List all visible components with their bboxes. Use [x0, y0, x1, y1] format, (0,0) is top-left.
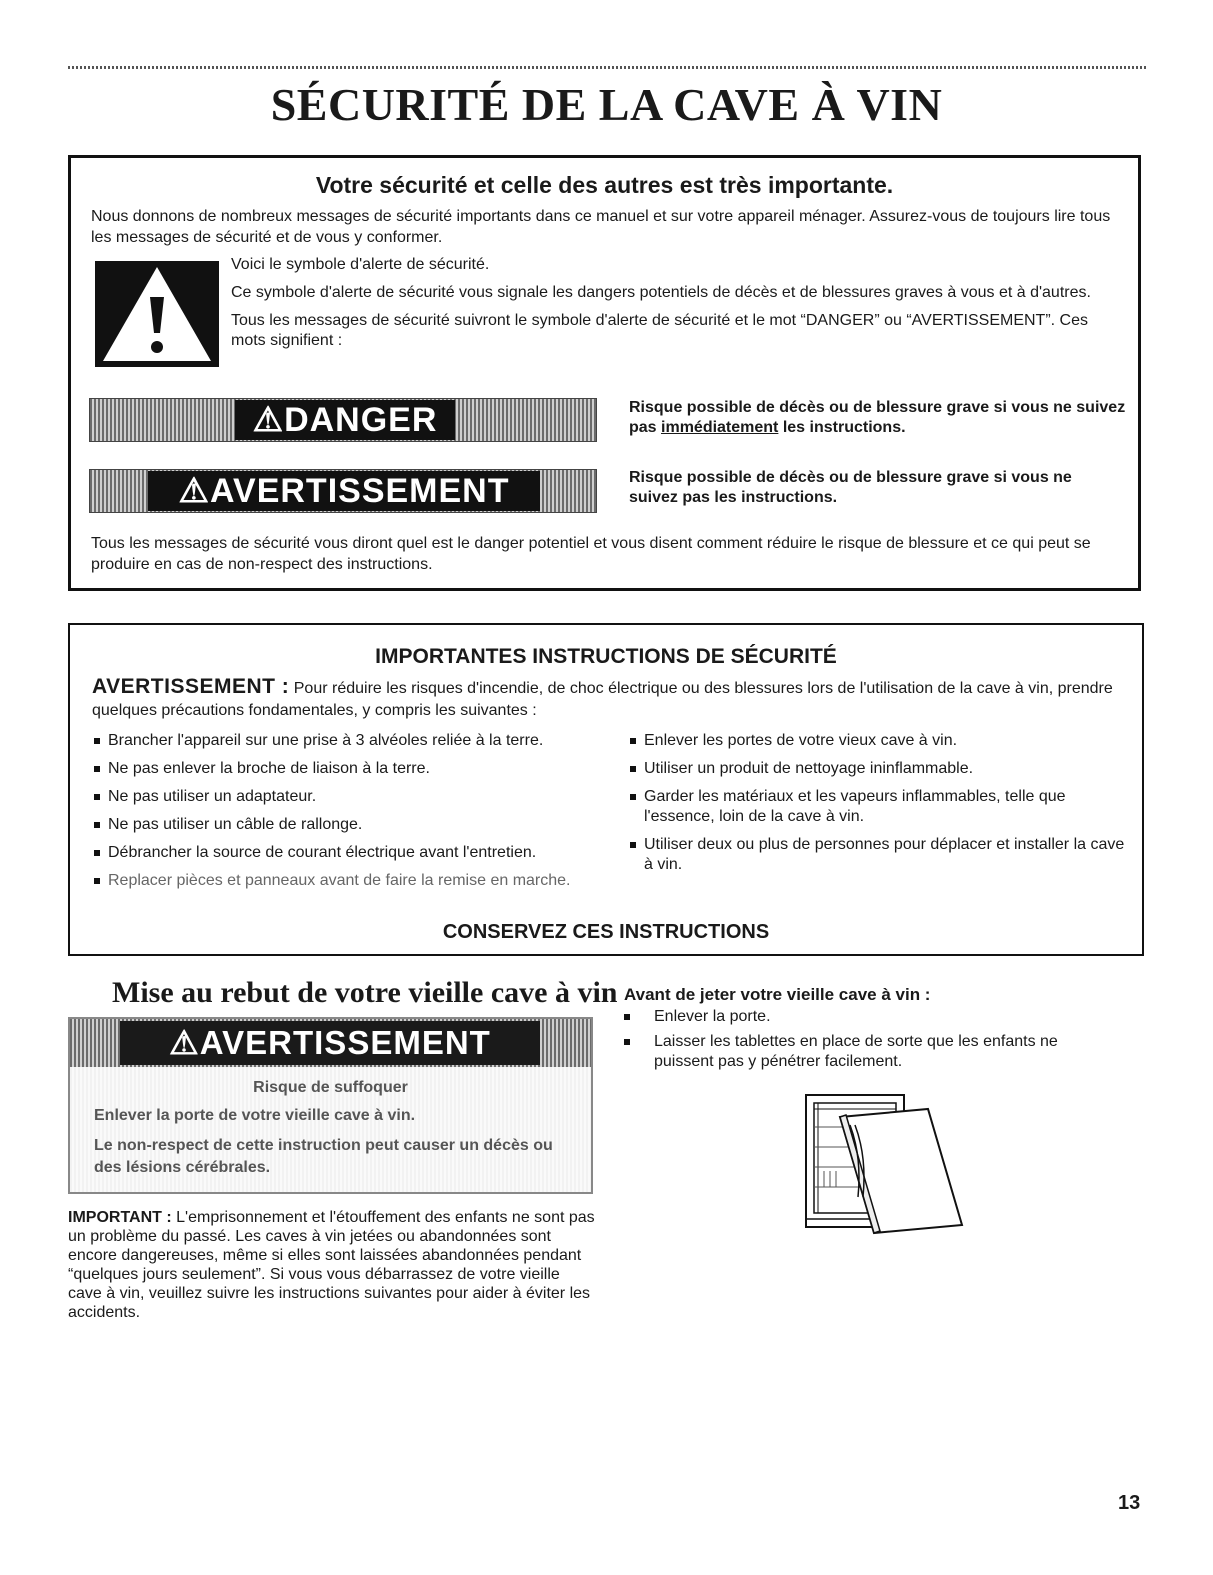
signal-words-intro: Tous les messages de sécurité suivront le symbole d'alerte de sécurité et le mot “DANGER” ou “AVERTISSEMENT”. Ces mots signifient : — [231, 312, 1088, 349]
suffocation-warning-box — [68, 1017, 593, 1194]
list-item: Enlever les portes de votre vieux cave à vin. — [628, 731, 1128, 751]
lead-keyword: AVERTISSEMENT : — [92, 675, 290, 698]
safety-alert-triangle-icon — [95, 261, 219, 367]
risk-text: Risque de suffoquer — [253, 1079, 408, 1096]
list-item: Utiliser deux ou plus de personnes pour déplacer et installer la cave à vin. — [628, 835, 1128, 875]
disposal-title: Mise au rebut de votre vieille cave à vin — [112, 976, 618, 1009]
warning-label: AVERTISSEMENT — [209, 472, 510, 510]
danger-banner — [89, 398, 597, 442]
list-item: Replacer pièces et panneaux avant de faire la remise en marche. — [92, 871, 582, 891]
safety-intro-box — [68, 155, 1141, 591]
warning-triangle-icon: ⚠ — [169, 1024, 200, 1061]
instructions-right-list — [628, 731, 1128, 883]
safety-intro-text: Nous donnons de nombreux messages de sécurité importants dans ce manuel et sur votre appareil ménager. Assurez-vous de toujours lire tous les messages de sécurité et de vous y conformer. — [91, 208, 1111, 246]
warning-triangle-icon: ⚠ — [252, 401, 285, 439]
top-dotted-rule — [68, 66, 1148, 69]
instructions-heading: IMPORTANTES INSTRUCTIONS DE SÉCURITÉ — [375, 645, 837, 668]
symbol-meaning: Ce symbole d'alerte de sécurité vous signale les dangers potentiels de décès et de blessures graves à vous et à d'autres. — [231, 284, 1091, 301]
before-disposal-title: Avant de jeter votre vieille cave à vin : — [624, 985, 931, 1004]
danger-emphasis: immédiatement — [661, 419, 779, 436]
list-item: Garder les matériaux et les vapeurs inflammables, telle que l'essence, loin de la cave à vin. — [628, 787, 1128, 827]
warning-banner — [89, 469, 597, 513]
list-item: Utiliser un produit de nettoyage ininflammable. — [628, 759, 1128, 779]
danger-description: Risque possible de décès ou de blessure grave si vous ne suivez pas immédiatement les instructions. — [629, 399, 1126, 436]
list-item: Débrancher la source de courant électrique avant l'entretien. — [92, 843, 582, 863]
safety-closing-text: Tous les messages de sécurité vous diront quel est le danger potentiel et vous disent comment réduire le risque de blessure et ce qui peut se produire en cas de non-respect des instructions. — [91, 535, 1091, 573]
list-item: Ne pas enlever la broche de liaison à la terre. — [92, 759, 582, 779]
consequence-text: Le non-respect de cette instruction peut causer un décès ou des lésions cérébrales. — [94, 1137, 553, 1176]
disposal-steps — [624, 1007, 1114, 1077]
safety-heading: Votre sécurité et celle des autres est très importante. — [315, 172, 894, 198]
list-item: Laisser les tablettes en place de sorte que les enfants ne puissent pas y pénétrer facilement. — [624, 1032, 1114, 1072]
warning-description: Risque possible de décès ou de blessure grave si vous ne suivez pas les instructions. — [629, 469, 1072, 506]
alert-explanation — [231, 255, 1111, 359]
page-number: 13 — [1118, 1492, 1141, 1514]
warning-banner — [70, 1019, 591, 1067]
instructions-lead: AVERTISSEMENT : Pour réduire les risques d'incendie, de choc électrique ou des blessures lors de l'utilisation de la cave à vin, prendre quelques précautions fondamentales, y compris les suivantes : — [92, 675, 1113, 719]
wine-cooler-illustration — [800, 1087, 970, 1237]
save-instructions: CONSERVEZ CES INSTRUCTIONS — [442, 921, 770, 943]
danger-label: DANGER — [284, 401, 438, 439]
list-item: Ne pas utiliser un adaptateur. — [92, 787, 582, 807]
important-instructions-box — [68, 623, 1144, 956]
warning-label: AVERTISSEMENT — [199, 1024, 491, 1061]
list-item: Ne pas utiliser un câble de rallonge. — [92, 815, 582, 835]
list-item: Brancher l'appareil sur une prise à 3 alvéoles reliée à la terre. — [92, 731, 582, 751]
warning-triangle-icon: ⚠ — [178, 472, 210, 510]
instructions-left-list — [92, 731, 582, 899]
symbol-line: Voici le symbole d'alerte de sécurité. — [231, 256, 490, 273]
list-item: Enlever la porte. — [624, 1007, 1114, 1027]
action-text: Enlever la porte de votre vieille cave à vin. — [94, 1107, 416, 1124]
important-note: IMPORTANT : L'emprisonnement et l'étouffement des enfants ne sont pas un problème du passé. Les caves à vin jetées ou abandonnées sont encore dangereuses, même si elles sont laissées abandonnées pendant “quelques jours seulement”. Si vous vous débarrassez de votre vieille cave à vin, veuillez suivre les instructions suivantes pour aider à éviter les accidents. — [68, 1209, 595, 1321]
page-title: SÉCURITÉ DE LA CAVE À VIN — [270, 79, 943, 130]
